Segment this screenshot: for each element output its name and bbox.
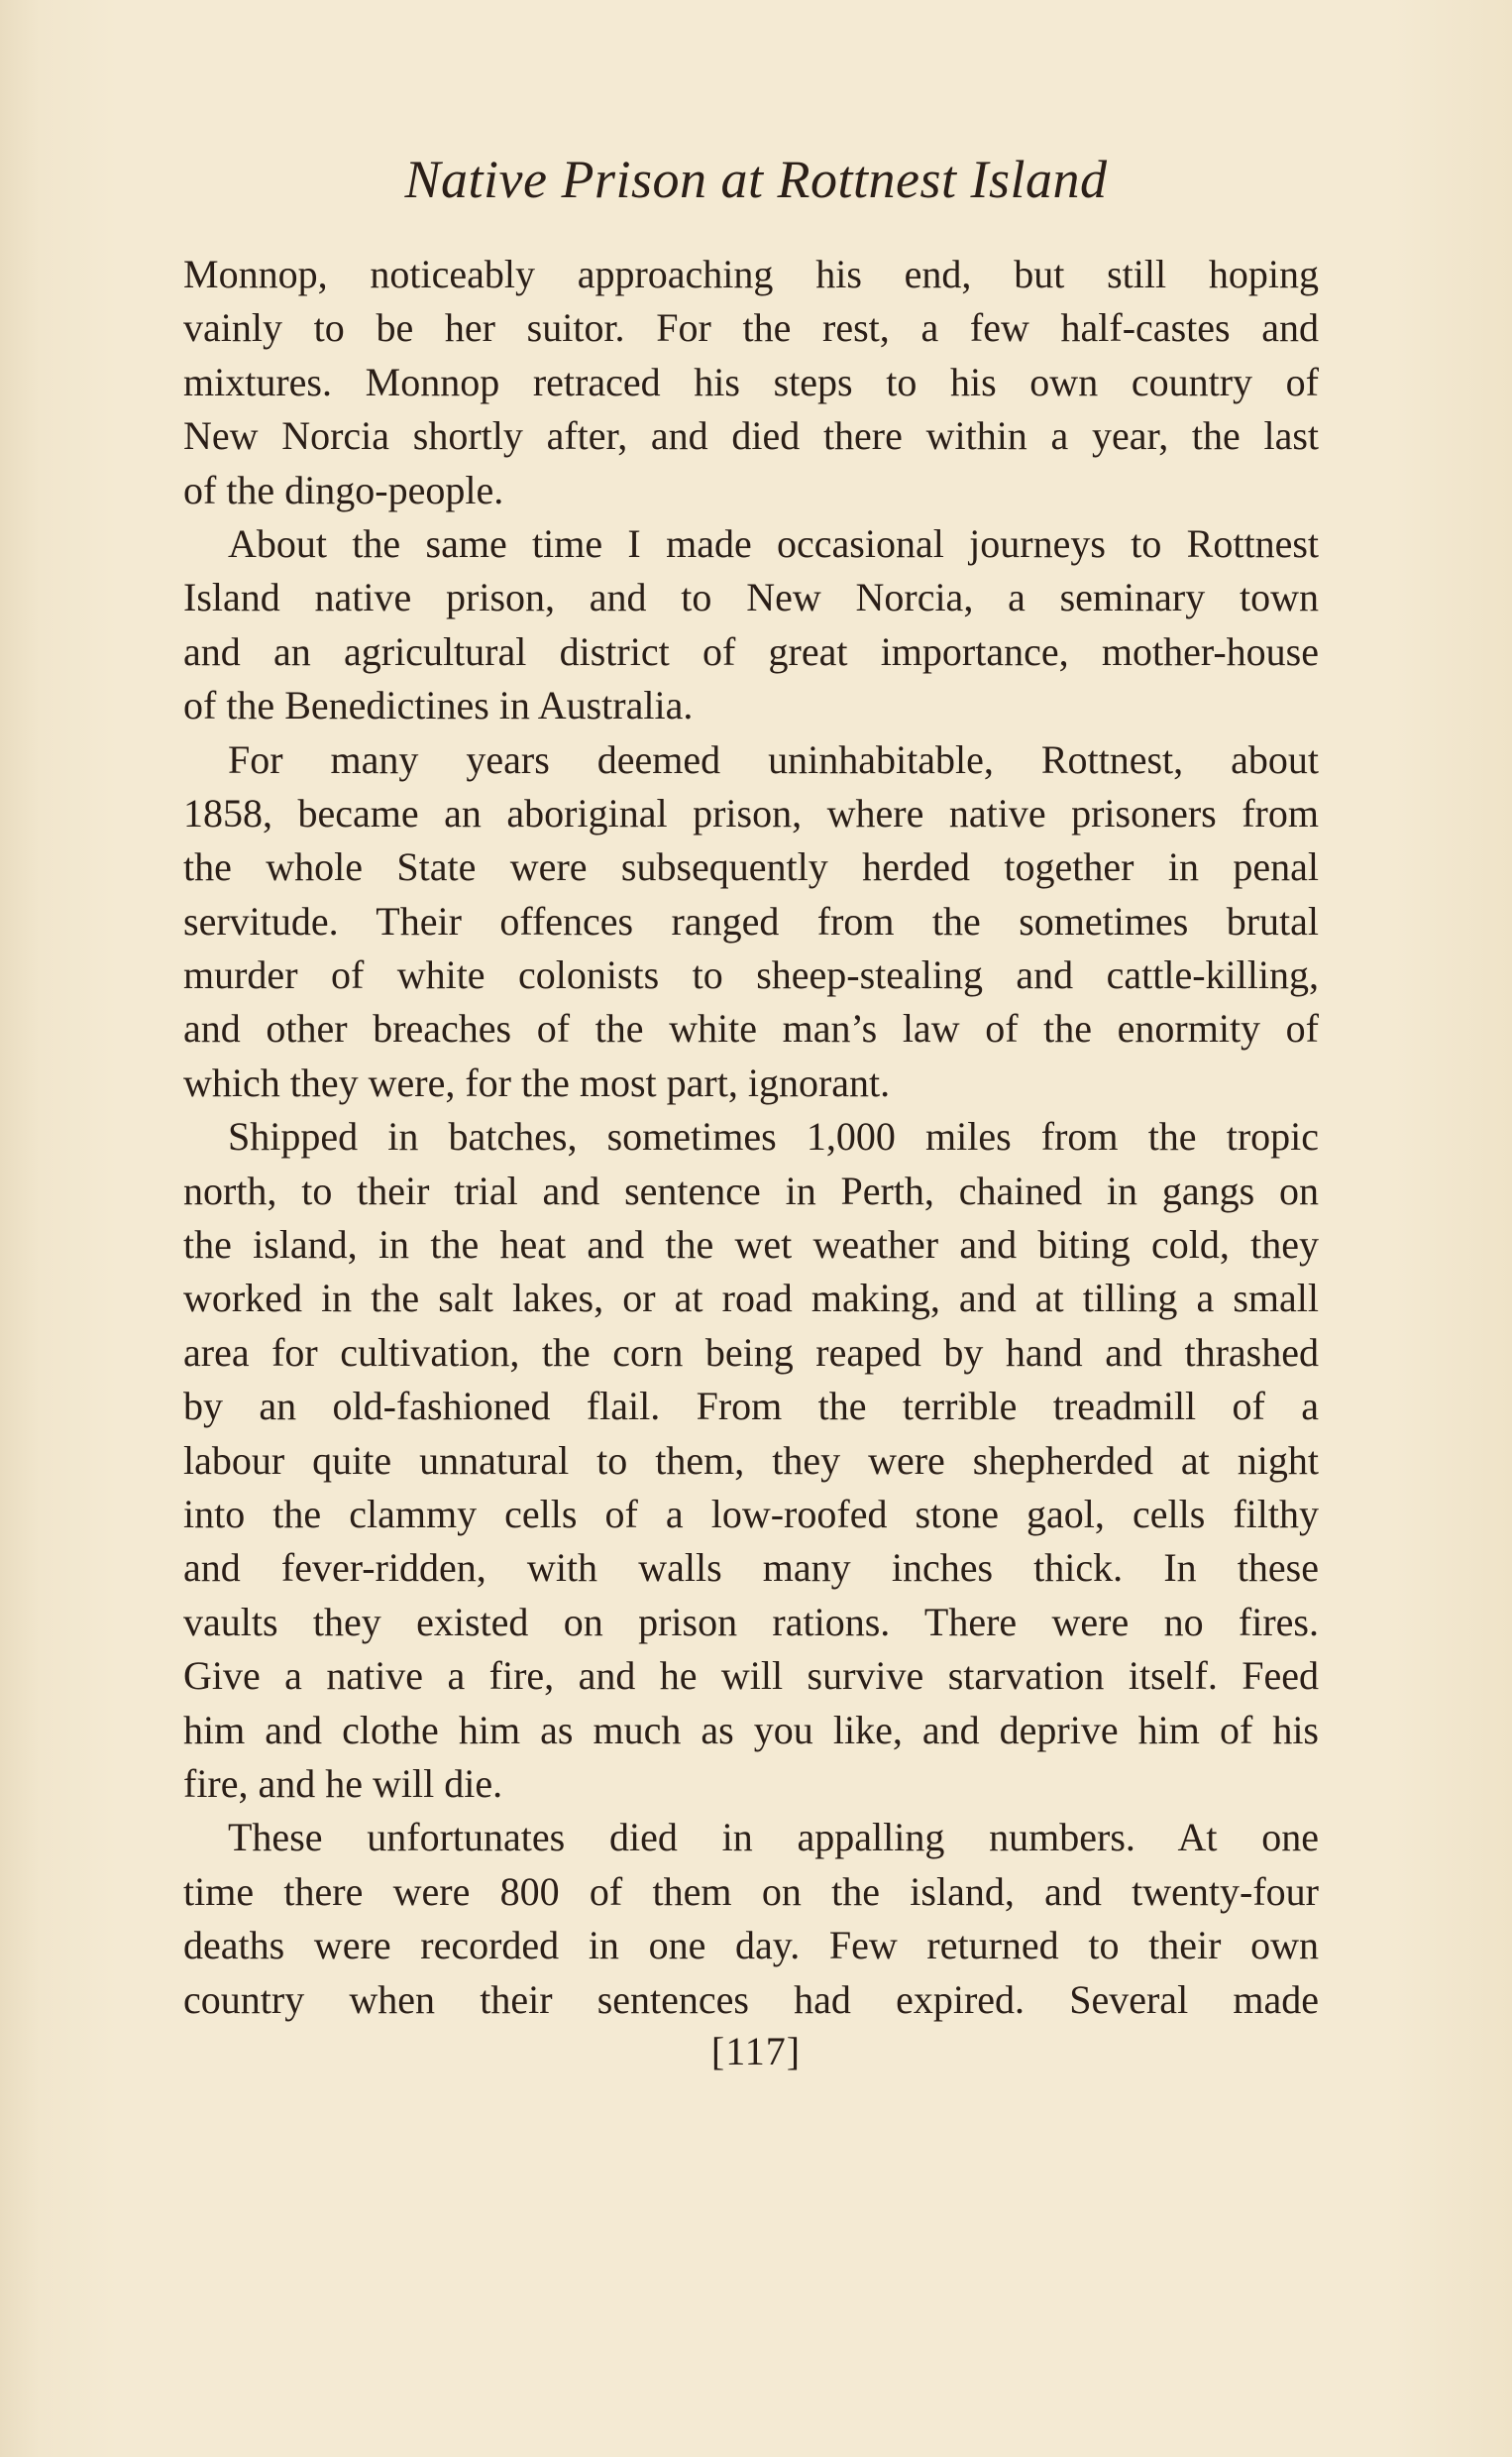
- text-line: vainly to be her suitor. For the rest, a few half-castes and: [183, 305, 1319, 351]
- text-line: the island, in the heat and the wet weather and biting cold, they: [183, 1222, 1319, 1268]
- text-line: area for cultivation, the corn being reaped by hand and thrashed: [183, 1329, 1319, 1375]
- text-line: Island native prison, and to New Norcia, a seminary town: [183, 575, 1319, 620]
- text-line: labour quite unnatural to them, they were shepherded at night: [183, 1437, 1319, 1483]
- page-number: [117]: [710, 2029, 802, 2073]
- text-line: servitude. Their offences ranged from the sometimes brutal: [183, 898, 1319, 944]
- text-line: murder of white colonists to sheep-stealing and cattle-killing,: [183, 952, 1319, 998]
- text-line: About the same time I made occasional journeys to Rottnest: [228, 520, 1319, 566]
- text-line: For many years deemed uninhabitable, Rottnest, about: [228, 736, 1319, 782]
- text-line: him and clothe him as much as you like, and deprive him of his: [183, 1707, 1319, 1752]
- body-text: [183, 248, 1319, 2027]
- text-line: New Norcia shortly after, and died there within a year, the last: [183, 413, 1319, 459]
- text-line: time there were 800 of them on the island, and twenty-four: [183, 1868, 1319, 1914]
- text-line: into the clammy cells of a low-roofed stone gaol, cells filthy: [183, 1491, 1319, 1536]
- text-line: country when their sentences had expired. Several made: [183, 1976, 1319, 2022]
- paragraph: [183, 733, 1319, 1111]
- paragraph: [183, 248, 1319, 517]
- text-line: which they were, for the most part, ignorant.: [183, 1060, 891, 1105]
- paragraph: [183, 1811, 1319, 2027]
- text-line: Shipped in batches, sometimes 1,000 miles from the tropic: [228, 1114, 1319, 1160]
- text-line: fire, and he will die.: [183, 1760, 503, 1806]
- text-line: by an old-fashioned flail. From the terrible treadmill of a: [183, 1384, 1319, 1429]
- text-line: Monnop, noticeably approaching his end, but still hoping: [183, 252, 1319, 296]
- text-line: deaths were recorded in one day. Few returned to their own: [183, 1923, 1319, 1968]
- paragraph: [183, 517, 1319, 733]
- text-line: vaults they existed on prison rations. There were no fires.: [183, 1599, 1319, 1644]
- text-line: north, to their trial and sentence in Perth, chained in gangs on: [183, 1168, 1319, 1213]
- paragraph: [183, 1110, 1319, 1811]
- text-line: 1858, became an aboriginal prison, where native prisoners from: [183, 790, 1319, 836]
- text-line: worked in the salt lakes, or at road making, and at tilling a small: [183, 1276, 1319, 1321]
- text-line: and fever-ridden, with walls many inches thick. In these: [183, 1545, 1319, 1591]
- text-line: of the Benedictines in Australia.: [183, 683, 694, 728]
- text-line: These unfortunates died in appalling numbers. At one: [228, 1815, 1319, 1860]
- text-line: mixtures. Monnop retraced his steps to his own country of: [183, 359, 1319, 404]
- text-line: Give a native a fire, and he will survive starvation itself. Feed: [183, 1653, 1319, 1699]
- text-line: the whole State were subsequently herded together in penal: [183, 844, 1319, 890]
- text-line: and an agricultural district of great importance, mother-house: [183, 628, 1319, 674]
- running-head: Native Prison at Rottnest Island: [404, 150, 1108, 209]
- text-line: and other breaches of the white man’s law of the enormity of: [183, 1006, 1319, 1052]
- text-line: of the dingo-people.: [183, 467, 504, 512]
